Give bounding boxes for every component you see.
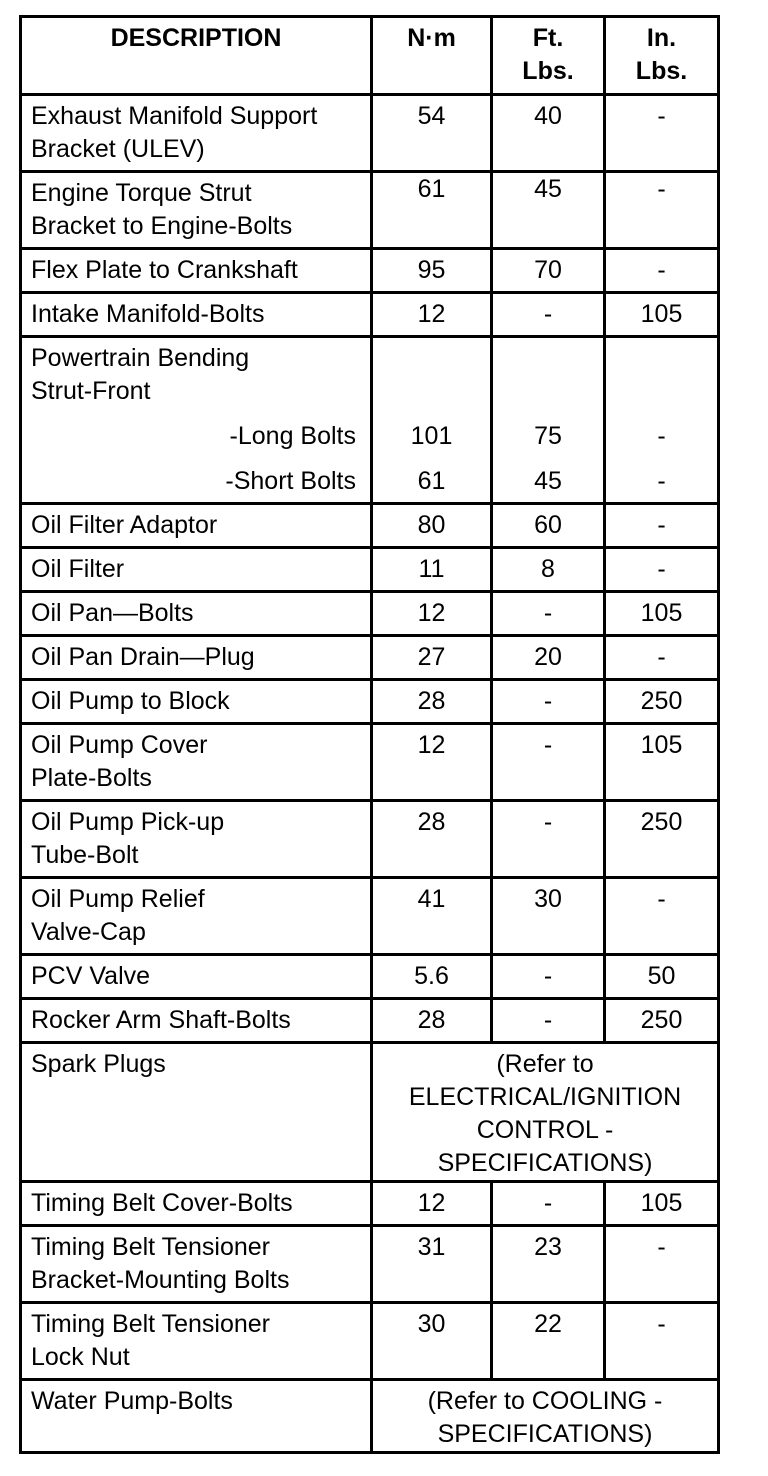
in-lbs-value: - xyxy=(605,95,719,172)
header-ft-lbs xyxy=(492,17,605,95)
in-lbs-value xyxy=(605,337,719,504)
desc-line: Plate-Bolts xyxy=(31,764,152,792)
table-row xyxy=(21,1303,719,1380)
row-description xyxy=(21,548,372,592)
table-row xyxy=(21,172,719,249)
nm-value: 28 xyxy=(372,801,492,878)
row-description xyxy=(21,724,372,801)
desc-line: Spark Plugs xyxy=(31,1050,166,1078)
sub-in-value: - xyxy=(657,467,666,495)
header-nm: N·m xyxy=(372,17,492,95)
nm-value: 31 xyxy=(372,1226,492,1303)
ft-lbs-value: - xyxy=(492,680,605,724)
table-row xyxy=(21,878,719,955)
table-row xyxy=(21,955,719,999)
in-lbs-value: 105 xyxy=(605,1182,719,1226)
note-line: SPECIFICATIONS) xyxy=(437,1420,653,1448)
in-lbs-value: - xyxy=(605,249,719,293)
nm-value: 30 xyxy=(372,1303,492,1380)
ft-lbs-value: 22 xyxy=(492,1303,605,1380)
row-description xyxy=(21,680,372,724)
ft-lbs-value: - xyxy=(492,801,605,878)
row-description xyxy=(21,801,372,878)
desc-line: Bracket (ULEV) xyxy=(31,135,205,163)
header-in-line-1: In. xyxy=(646,24,677,52)
desc-line: PCV Valve xyxy=(31,962,151,990)
sub-item-label: -Short Bolts xyxy=(225,467,356,495)
row-description xyxy=(21,172,372,249)
in-lbs-value: 50 xyxy=(605,955,719,999)
row-description xyxy=(21,878,372,955)
ft-lbs-value: 20 xyxy=(492,636,605,680)
header-in-lbs xyxy=(605,17,719,95)
ft-lbs-value: 60 xyxy=(492,504,605,548)
table-row xyxy=(21,95,719,172)
nm-value: 12 xyxy=(372,1182,492,1226)
table-row xyxy=(21,504,719,548)
row-description xyxy=(21,293,372,337)
table-row xyxy=(21,1380,719,1453)
sub-ft-value: 45 xyxy=(534,467,562,495)
nm-value: 5.6 xyxy=(372,955,492,999)
ft-lbs-value: - xyxy=(492,1182,605,1226)
table-row xyxy=(21,801,719,878)
in-lbs-value: - xyxy=(605,504,719,548)
row-description xyxy=(21,1380,372,1453)
row-description xyxy=(21,95,372,172)
nm-value: 41 xyxy=(372,878,492,955)
row-description xyxy=(21,636,372,680)
nm-value: 28 xyxy=(372,999,492,1043)
header-in-line-2: Lbs. xyxy=(635,57,688,85)
in-lbs-value: - xyxy=(605,548,719,592)
table-row xyxy=(21,1226,719,1303)
in-lbs-value: 250 xyxy=(605,680,719,724)
desc-line: Oil Pan Drain—Plug xyxy=(31,643,255,671)
torque-spec-table xyxy=(19,15,720,1454)
ft-lbs-value: - xyxy=(492,955,605,999)
row-description xyxy=(21,1226,372,1303)
in-lbs-value: 250 xyxy=(605,999,719,1043)
in-lbs-value: - xyxy=(605,636,719,680)
nm-value: 12 xyxy=(372,724,492,801)
nm-value: 95 xyxy=(372,249,492,293)
sub-item-label: -Long Bolts xyxy=(229,422,356,450)
row-description xyxy=(21,504,372,548)
desc-line: Powertrain Bending xyxy=(31,344,250,372)
desc-line: Exhaust Manifold Support xyxy=(31,102,318,130)
table-row xyxy=(21,1043,719,1182)
row-description xyxy=(21,1043,372,1182)
table-row xyxy=(21,636,719,680)
note-line: (Refer to COOLING - xyxy=(427,1387,663,1415)
ft-lbs-value: 23 xyxy=(492,1226,605,1303)
desc-line: Engine Torque Strut xyxy=(31,179,252,207)
table-row xyxy=(21,293,719,337)
note-line: CONTROL - xyxy=(476,1116,614,1144)
table-row xyxy=(21,337,719,504)
sub-nm-value: 101 xyxy=(410,422,453,450)
in-lbs-value: - xyxy=(605,172,719,249)
table-row xyxy=(21,999,719,1043)
table-row xyxy=(21,249,719,293)
in-lbs-value: 105 xyxy=(605,293,719,337)
desc-line: Oil Pump Relief xyxy=(31,885,205,913)
desc-line: Oil Pump to Block xyxy=(31,687,230,715)
desc-line: Oil Pump Pick-up xyxy=(31,808,225,836)
ft-lbs-value: - xyxy=(492,724,605,801)
in-lbs-value: - xyxy=(605,1303,719,1380)
table-row xyxy=(21,724,719,801)
in-lbs-value: - xyxy=(605,1226,719,1303)
ft-lbs-value: 30 xyxy=(492,878,605,955)
row-description xyxy=(21,249,372,293)
in-lbs-value: 105 xyxy=(605,724,719,801)
ft-lbs-value: - xyxy=(492,999,605,1043)
ft-lbs-value: - xyxy=(492,293,605,337)
row-description xyxy=(21,337,372,504)
note-line: (Refer to xyxy=(496,1050,594,1078)
table-row xyxy=(21,1182,719,1226)
desc-line: Intake Manifold-Bolts xyxy=(31,300,265,328)
desc-line: Bracket to Engine-Bolts xyxy=(31,212,293,240)
desc-line: Strut-Front xyxy=(31,377,151,405)
desc-line: Lock Nut xyxy=(31,1343,130,1371)
desc-line: Oil Pump Cover xyxy=(31,731,208,759)
row-description xyxy=(21,592,372,636)
table-row xyxy=(21,592,719,636)
nm-value xyxy=(372,337,492,504)
reference-note xyxy=(372,1043,719,1182)
desc-line: Oil Filter xyxy=(31,555,125,583)
row-description xyxy=(21,1303,372,1380)
ft-lbs-value: - xyxy=(492,592,605,636)
nm-value: 28 xyxy=(372,680,492,724)
nm-value: 12 xyxy=(372,592,492,636)
row-description xyxy=(21,955,372,999)
ft-lbs-value: 8 xyxy=(492,548,605,592)
ft-lbs-value: 45 xyxy=(492,172,605,249)
reference-note xyxy=(372,1380,719,1453)
ft-lbs-value xyxy=(492,337,605,504)
desc-line: Timing Belt Tensioner xyxy=(31,1310,271,1338)
nm-value: 54 xyxy=(372,95,492,172)
nm-value: 12 xyxy=(372,293,492,337)
sub-in-value: - xyxy=(657,422,666,450)
desc-line: Bracket-Mounting Bolts xyxy=(31,1266,290,1294)
sub-ft-value: 75 xyxy=(534,422,562,450)
sub-nm-value: 61 xyxy=(417,467,446,495)
ft-lbs-value: 40 xyxy=(492,95,605,172)
ft-lbs-value: 70 xyxy=(492,249,605,293)
nm-value: 80 xyxy=(372,504,492,548)
in-lbs-value: 105 xyxy=(605,592,719,636)
desc-line: Water Pump-Bolts xyxy=(31,1387,233,1415)
desc-line: Timing Belt Tensioner xyxy=(31,1233,271,1261)
desc-line: Valve-Cap xyxy=(31,918,146,946)
header-row xyxy=(21,17,719,95)
desc-line: Flex Plate to Crankshaft xyxy=(31,256,298,284)
nm-value: 61 xyxy=(372,172,492,249)
in-lbs-value: - xyxy=(605,878,719,955)
row-description xyxy=(21,1182,372,1226)
note-line: ELECTRICAL/IGNITION xyxy=(408,1083,682,1111)
row-description xyxy=(21,999,372,1043)
header-ft-line-1: Ft. xyxy=(532,24,564,52)
header-description: DESCRIPTION xyxy=(21,17,372,95)
desc-line: Rocker Arm Shaft-Bolts xyxy=(31,1006,291,1034)
note-line: SPECIFICATIONS) xyxy=(437,1149,653,1177)
nm-value: 27 xyxy=(372,636,492,680)
desc-line: Timing Belt Cover-Bolts xyxy=(31,1189,293,1217)
header-ft-line-2: Lbs. xyxy=(522,57,574,85)
desc-line: Oil Filter Adaptor xyxy=(31,511,218,539)
nm-value: 11 xyxy=(372,548,492,592)
desc-line: Oil Pan—Bolts xyxy=(31,599,194,627)
table-row xyxy=(21,548,719,592)
desc-line: Tube-Bolt xyxy=(31,841,139,869)
table-row xyxy=(21,680,719,724)
in-lbs-value: 250 xyxy=(605,801,719,878)
